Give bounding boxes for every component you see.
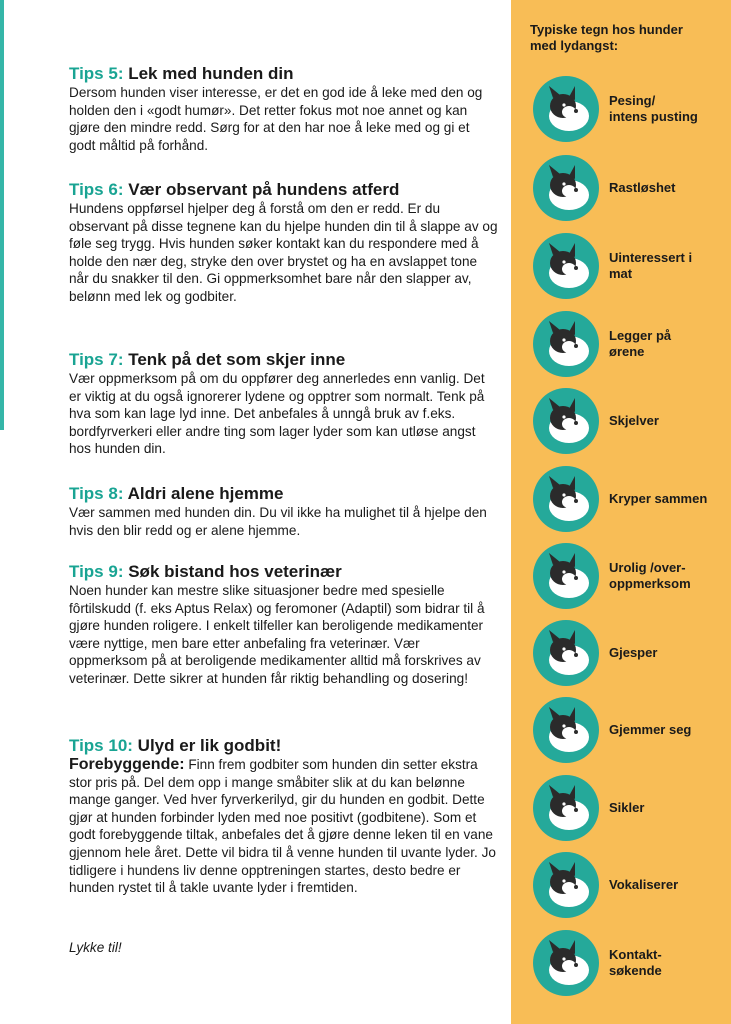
tip-number: Tips 6: [69,180,124,199]
tip-title: Aldri alene hjemme [127,484,284,503]
dog-illustration-icon [533,697,599,763]
tip-heading [69,562,499,582]
dog-illustration-icon [533,233,599,299]
dog-illustration-icon [533,388,599,454]
tip-heading [69,180,499,200]
sign-label [609,93,698,125]
sign-label [609,947,662,979]
dog-illustration-icon [533,852,599,918]
sidebar-title-line: med lydangst: [530,38,619,53]
tip-9 [69,562,499,688]
tip-number: Tips 9: [69,562,124,581]
tip-number: Tips 10: [69,736,133,755]
sign-label-line: Kryper sammen [609,491,708,506]
sidebar-title [530,22,683,54]
dog-illustration-icon [533,930,599,996]
sign-label [609,800,644,816]
tip-number: Tips 8: [69,484,124,503]
sign-label-line: Urolig /over- [609,560,686,575]
tip-heading [69,64,499,84]
sign-label-line: intens pusting [609,109,698,124]
dog-illustration-icon [533,775,599,841]
tip-number: Tips 5: [69,64,124,83]
tip-body: Noen hunder kan mestre slike situasjoner bedre med spesielle fôrtilskudd (f. eks Aptus Relax) og feromoner (Adaptil) som bidrar til å gjøre hunden roligere. I enkelt tilfeller kan beroligende medikamenter være nyttige, men bare etter anbefaling fra veterinær. Vær oppmerksom på at beroligende medikamenter alltid må forskrives av veterinær. Dette sikrer at hunden får riktig behandling og dosering! [69,583,485,686]
sign-item [533,76,723,142]
dog-illustration-icon [533,620,599,686]
sign-label-line: Kontakt- [609,947,662,962]
sign-item [533,852,723,918]
tip-title: Vær observant på hundens atferd [128,180,400,199]
sign-label-line: Sikler [609,800,645,815]
tip-body: Hundens oppførsel hjelper deg å forstå om den er redd. Er du observant på disse tegnene kan du hjelpe hunden din til å slappe av og føle seg trygg. Hvis hunden søker kontakt kan du respondere med å holde den nær deg, stryke den over brystet og ha en avslappet tone når du snakker til den. Gi oppmerksomhet bare når den slapper av, belønn med lek og godbiter. [69,201,498,304]
sign-label-line: Skjelver [609,413,659,428]
tip-heading [69,484,499,504]
sign-item [533,155,723,221]
tip-7 [69,350,499,458]
sign-item [533,775,723,841]
tip-body: Vær sammen med hunden din. Du vil ikke ha mulighet til å hjelpe den hvis den blir redd og er alene hjemme. [69,505,487,538]
sign-label-line: mat [609,266,633,281]
signoff: Lykke til! [69,940,122,955]
tip-heading [69,350,499,370]
tip-8 [69,484,499,539]
tip-body-text: Finn frem godbiter som hunden din setter ekstra stor pris på. Del dem opp i mange småbiter slik at du kan belønne mange ganger. Ved hver fyrverkerilyd, gir du hunden en godbit. Dette gjør at hunden forbinder lyden med noe positivt (godbitene). Som et godt forebyggende tiltak, anbefales det å gjøre denne leken til en vane gjennom hele året. Dette vil bidra til å venne hunden til uvante lyder. Jo tidligere i hundens liv denne opptreningen startes, desto bedre er hunden rystet til å takle uvante lyder i fremtiden. [69,757,496,896]
sign-label-line: Gjemmer seg [609,722,692,737]
tip-number: Tips 7: [69,350,124,369]
tip-title: Ulyd er lik godbit! [137,736,282,755]
tip-lead: Forebyggende: [69,756,185,773]
sign-label-line: Pesing/ [609,93,656,108]
sign-label [609,877,678,893]
dog-illustration-icon [533,543,599,609]
sign-item [533,233,723,299]
sign-item [533,930,723,996]
sign-item [533,543,723,609]
sign-label [609,560,691,592]
sign-label-line: ørene [609,344,645,359]
dog-illustration-icon [533,76,599,142]
sign-label-line: Legger på [609,328,672,343]
tip-heading [69,736,499,756]
sign-item [533,466,723,532]
tip-10 [69,736,499,897]
tip-body: Vær oppmerksom på om du oppfører deg annerledes enn vanlig. Det er viktig at du også ignorerer lydene og opptrer som normalt. Tenk på hva som kan lage lyd inne. Det anbefales å unngå bruk av f.eks. bordfyrverkeri eller andre ting som lager lyder som kan utløse angst hos hunden din. [69,371,485,457]
sign-label [609,722,691,738]
tip-6 [69,180,499,306]
sign-label-line: oppmerksom [609,576,691,591]
left-accent-bar [0,0,4,430]
tip-5 [69,64,499,154]
sign-item [533,620,723,686]
sign-label-line: Vokaliserer [609,877,679,892]
tip-title: Lek med hunden din [128,64,294,83]
sign-item [533,388,723,454]
sign-item [533,697,723,763]
tip-title: Søk bistand hos veterinær [128,562,342,581]
sign-label [609,250,692,282]
tip-body [69,756,499,897]
tip-title: Tenk på det som skjer inne [128,350,346,369]
sign-label [609,491,707,507]
sign-label [609,328,671,360]
sign-label [609,180,675,196]
sign-label-line: Uinteressert i [609,250,693,265]
sign-label-line: Rastløshet [609,180,676,195]
sign-label-line: søkende [609,963,662,978]
dog-illustration-icon [533,466,599,532]
dog-illustration-icon [533,155,599,221]
dog-illustration-icon [533,311,599,377]
sign-label-line: Gjesper [609,645,658,660]
sign-item [533,311,723,377]
signs-sidebar [511,0,731,1024]
sign-label [609,413,659,429]
sign-label [609,645,657,661]
sidebar-title-line: Typiske tegn hos hunder [530,22,683,37]
tip-body: Dersom hunden viser interesse, er det en god ide å leke med den og holden den i «godt humør». Det retter fokus mot noe annet og kan gjøre den mindre redd. Sørg for at den har noe å leke med og gi et godt måltid på forhånd. [69,85,483,153]
